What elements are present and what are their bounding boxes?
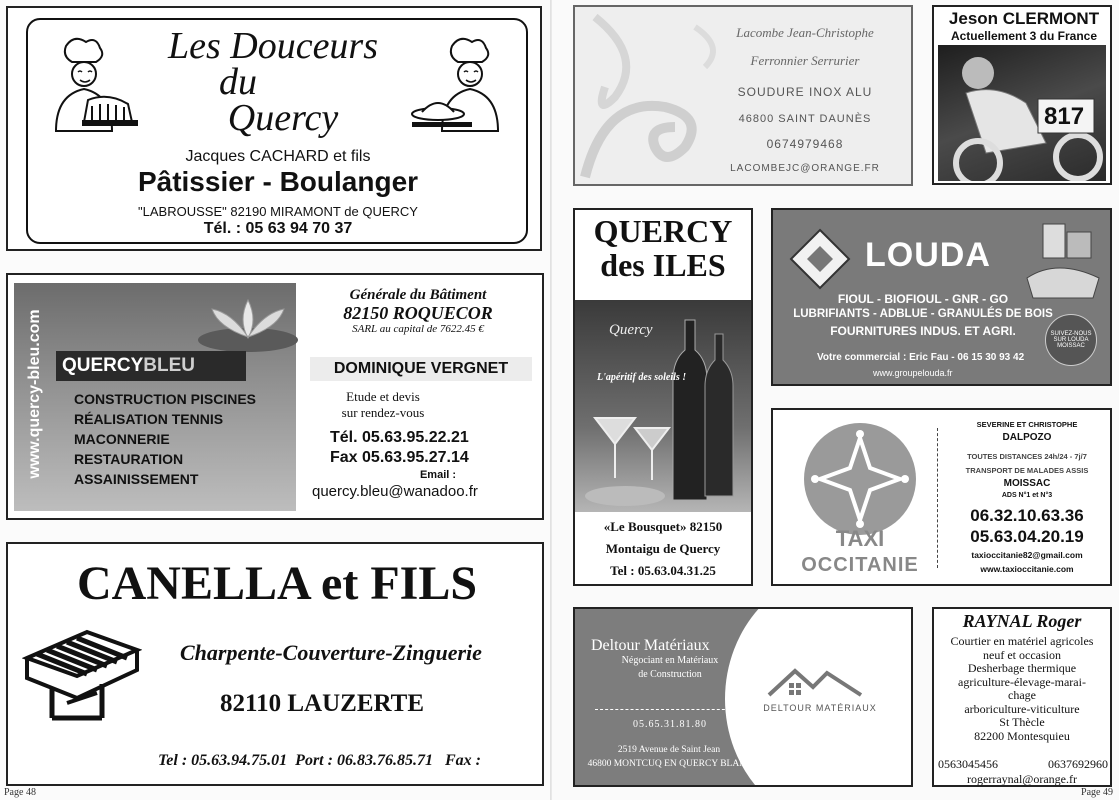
quercybleu-service: ASSAINISSEMENT [74,471,199,487]
raynal-line: chage [1008,688,1036,702]
ad-raynal-roger [932,607,1112,787]
deltour-sub2: de Construction [638,669,702,680]
taxi-owners2: DALPOZO [1002,432,1052,443]
quercybleu-quote-line1: Etude et devis [346,389,420,404]
occitan-cross-logo-icon [801,420,919,538]
ad-jeson-clermont [932,5,1112,185]
lacombe-service: SOUDURE INOX ALU [737,85,873,99]
quercyiles-title-line1: QUERCY [593,213,733,249]
taxi-city: MOISSAC [1003,478,1051,489]
taxi-phone2: 05.63.04.20.19 [970,527,1084,546]
ad-canella-et-fils [6,542,544,786]
douceurs-title-line2: du [219,61,257,103]
raynal-line: Courtier en matériel agricoles [950,634,1094,648]
lacombe-name: Lacombe Jean-Christophe [736,25,874,40]
louda-logo-icon [787,226,853,292]
douceurs-title-line3: Quercy [227,97,339,139]
louda-line3: FOURNITURES INDUS. ET AGRI. [830,324,1016,338]
douceurs-script-title [138,25,408,139]
deltour-logo-text: DELTOUR MATÉRIAUX [763,703,877,713]
deltour-house-logo-icon [765,665,865,697]
jeson-rank: Actuellement 3 du France [950,29,1098,43]
taxi-line1: TOUTES DISTANCES 24h/24 - 7j/7 [967,452,1087,461]
douceurs-owner: Jacques CACHARD et fils [185,148,371,165]
raynal-line: neuf et occasion [983,647,1061,662]
ad-taxi-occitanie [771,408,1112,586]
douceurs-address: "LABROUSSE" 82190 MIRAMONT de QUERCY [138,204,418,219]
taxi-logo-line1: TAXI [835,526,885,551]
taxi-phone1: 06.32.10.63.36 [970,506,1084,525]
page-48 [0,0,552,800]
quercyiles-title-line2: des ILES [600,247,726,283]
louda-line1: FIOUL - BIOFIOUL - GNR - GO [837,292,1009,306]
quercybleu-email-label: Email : [419,469,457,481]
quercybleu-city: 82150 ROQUECOR [343,303,493,323]
quercyiles-line1: «Le Bousquet» 82150 [603,519,723,534]
quercybleu-service: RESTAURATION [74,451,184,467]
ad-quercy-bleu [6,273,544,520]
deltour-addr2: 46800 MONTCUQ EN QUERCY BLANC [587,759,753,769]
quercyiles-address [575,516,751,582]
raynal-phone2: 0637692960 [1048,757,1108,771]
quercybleu-service: CONSTRUCTION PISCINES [74,391,257,407]
louda-commercial: Votre commercial : Eric Fau - 06 15 30 93 42 [817,352,1025,363]
douceurs-trade: Pâtissier - Boulanger [137,166,419,197]
quercybleu-brand-a: QUERCY [62,355,144,376]
taxi-owners1: SEVERINE ET CHRISTOPHE [976,420,1078,429]
raynal-line: arboriculture-viticulture [964,701,1080,716]
canella-title: CANELLA et FILS [76,557,478,610]
taxi-logo-line2: OCCITANIE [801,554,919,576]
jeson-bike-number: 817 [1044,103,1085,130]
louda-social-badge [1045,314,1097,366]
quercybleu-fax: Fax 05.63.95.27.14 [330,449,469,466]
douceurs-title-line1: Les Douceurs [167,25,379,67]
taxi-line2: TRANSPORT DE MALADES ASSIS [965,466,1089,475]
deltour-phone: 05.65.31.81.80 [633,719,707,730]
ad-douceurs-du-quercy [6,6,542,251]
taxi-divider [937,428,938,568]
ad-quercy-des-iles [573,208,753,586]
lacombe-trade: Ferronnier Serrurier [750,53,860,68]
lacombe-city: 46800 SAINT DAUNÈS [738,113,872,125]
raynal-name: RAYNAL Roger [962,611,1082,631]
quercybleu-services [74,389,256,489]
ad-lacombe-ferronnier [573,5,913,186]
quercybleu-brand-b: BLEU [143,355,196,376]
ad-deltour-materiaux [573,607,913,787]
quercyiles-line2: Montaigu de Quercy [605,541,721,556]
jeson-name: Jeson CLERMONT [948,9,1100,28]
canella-city: 82110 LAUZERTE [220,690,425,717]
page-number-right: Page 49 [1081,787,1113,798]
raynal-line: 82200 Montesquieu [974,728,1070,743]
louda-brand: LOUDA [865,236,991,274]
raynal-email: rogerraynal@orange.fr [967,772,1077,786]
quercybleu-quote-line2: sur rendez-vous [341,405,425,420]
water-lily-icon [193,285,303,355]
raynal-phones [938,757,1108,772]
louda-badge-text: SUIVEZ-NOUS SUR LOUDA MOISSAC [1050,331,1092,349]
quercybleu-service: RÉALISATION TENNIS [74,411,224,427]
louda-site: www.groupelouda.fr [873,368,953,378]
quercybleu-name [310,357,532,381]
louda-line2: LUBRIFIANTS - ADBLUE - GRANULÉS DE BOIS [793,308,1053,320]
quercybleu-side-url: www.quercy-bleu.com [26,309,43,479]
quercybleu-brand-bar [56,351,246,381]
quercybleu-capital: SARL au capital de 7622.45 € [352,323,484,335]
taxi-email: taxioccitanie82@gmail.com [971,550,1083,560]
quercybleu-service: MACONNERIE [74,431,170,447]
quercybleu-email: quercy.bleu@wanadoo.fr [312,483,478,500]
quercybleu-quote [308,389,458,421]
deltour-addr1: 2519 Avenue de Saint Jean [617,745,721,755]
quercyiles-line3: Tel : 05.63.04.31.25 [610,563,716,578]
bottles-glasses-illustration [575,300,751,512]
canella-contact: Tel : 05.63.94.75.01 Port : 06.83.76.85.71 Fax : [158,752,481,769]
quercyiles-brand: Quercy [609,322,653,338]
raynal-line: agriculture-élevage-marai- [958,674,1086,689]
raynal-line: Desherbage thermique [967,661,1077,675]
quercyiles-title [575,214,751,282]
lacombe-phone: 0674979468 [766,137,844,151]
quercybleu-company: Générale du Bâtiment [349,287,487,303]
quercybleu-tel: Tél. 05.63.95.22.21 [330,429,469,446]
page-49 [552,0,1119,800]
roof-frame-icon [22,628,142,728]
deltour-sub1: Négociant en Matériaux [621,655,719,666]
douceurs-phone: Tél. : 05 63 94 70 37 [203,220,353,237]
raynal-details [934,635,1110,743]
page-number-left: Page 48 [4,787,36,798]
lacombe-email: LACOMBEJC@ORANGE.FR [730,163,880,174]
quercybleu-name-text: DOMINIQUE VERGNET [333,360,509,377]
canella-trade: Charpente-Couverture-Zinguerie [180,640,482,665]
raynal-line: St Thècle [999,715,1045,729]
deltour-title: Deltour Matériaux [591,637,710,654]
raynal-phone1: 0563045456 [938,757,998,771]
chef-plate-illustration-right [408,36,513,136]
ad-louda [771,208,1112,386]
quercyiles-slogan: L'apéritif des soleils ! [597,372,687,383]
taxi-site: www.taxioccitanie.com [980,564,1074,574]
taxi-ads: ADS N°1 et N°3 [1001,492,1053,499]
deltour-rule [595,709,735,710]
